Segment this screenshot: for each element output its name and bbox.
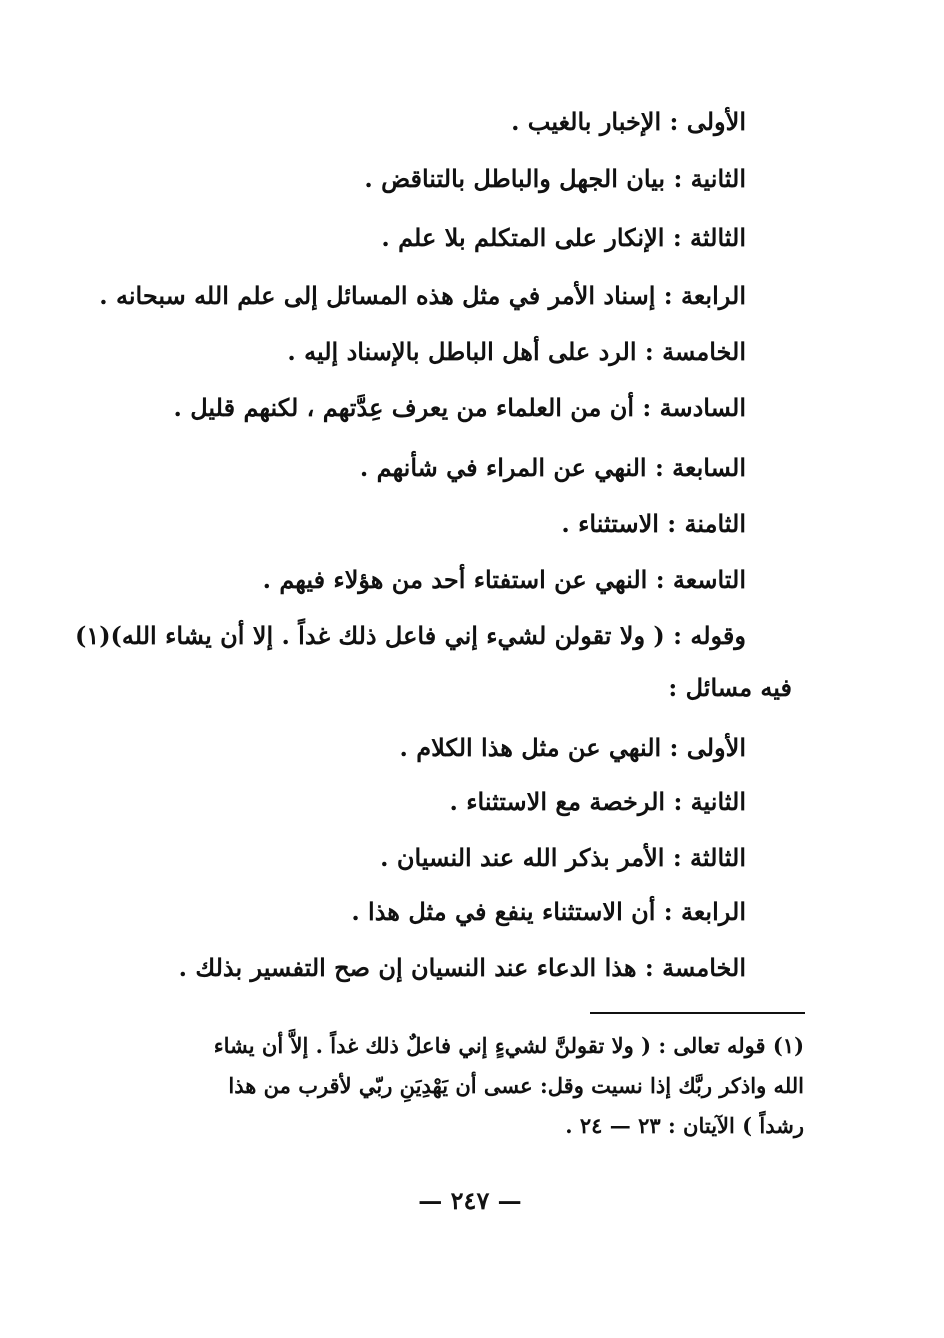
text-line: الثانية : الرخصة مع الاستثناء . — [449, 787, 746, 816]
text-line: السابعة : النهي عن المراء في شأنهم . — [359, 453, 746, 482]
text-line: التاسعة : النهي عن استفتاء أحد من هؤلاء فيهم . — [262, 565, 746, 594]
text-line: الأولى : الإخبار بالغيب . — [511, 107, 746, 136]
text-line: الأولى : النهي عن مثل هذا الكلام . — [399, 733, 746, 762]
text-line: الثامنة : الاستثناء . — [561, 509, 746, 538]
text-line: السادسة : أن من العلماء من يعرف عِدَّتهم ، لكنهم قليل . — [173, 393, 746, 422]
text-line: الرابعة : إسناد الأمر في مثل هذه المسائل إلى علم الله سبحانه . — [99, 281, 746, 310]
page-number: — ٢٤٧ — — [418, 1186, 522, 1215]
text-line: الثالثة : الإنكار على المتكلم بلا علم . — [381, 223, 746, 252]
text-line: الرابعة : أن الاستثناء ينفع في مثل هذا . — [351, 897, 746, 926]
footnote-line: رشداً ) الآيتان : ٢٣ — ٢٤ . — [565, 1113, 804, 1138]
text-line: الخامسة : هذا الدعاء عند النسيان إن صح التفسير بذلك . — [178, 953, 746, 982]
section-heading: فيه مسائل : — [668, 673, 792, 702]
footnote-separator — [590, 1012, 805, 1014]
text-line: الخامسة : الرد على أهل الباطل بالإسناد إليه . — [287, 337, 746, 366]
footnote-line: (١) قوله تعالى : ( ولا تقولنَّ لشيءٍ إني فاعلٌ ذلك غداً . إلاَّ أن يشاء — [213, 1033, 804, 1058]
text-line: وقوله : ( ولا تقولن لشيء إني فاعل ذلك غداً . إلا أن يشاء الله)(١) — [74, 621, 746, 650]
text-line: الثالثة : الأمر بذكر الله عند النسيان . — [380, 843, 746, 872]
footnote-line: الله واذكر ربَّك إذا نسيت وقل: عسى أن يَهْدِيَنِ ربّي لأقرب من هذا — [228, 1073, 804, 1098]
text-line: الثانية : بيان الجهل والباطل بالتناقض . — [364, 164, 746, 193]
